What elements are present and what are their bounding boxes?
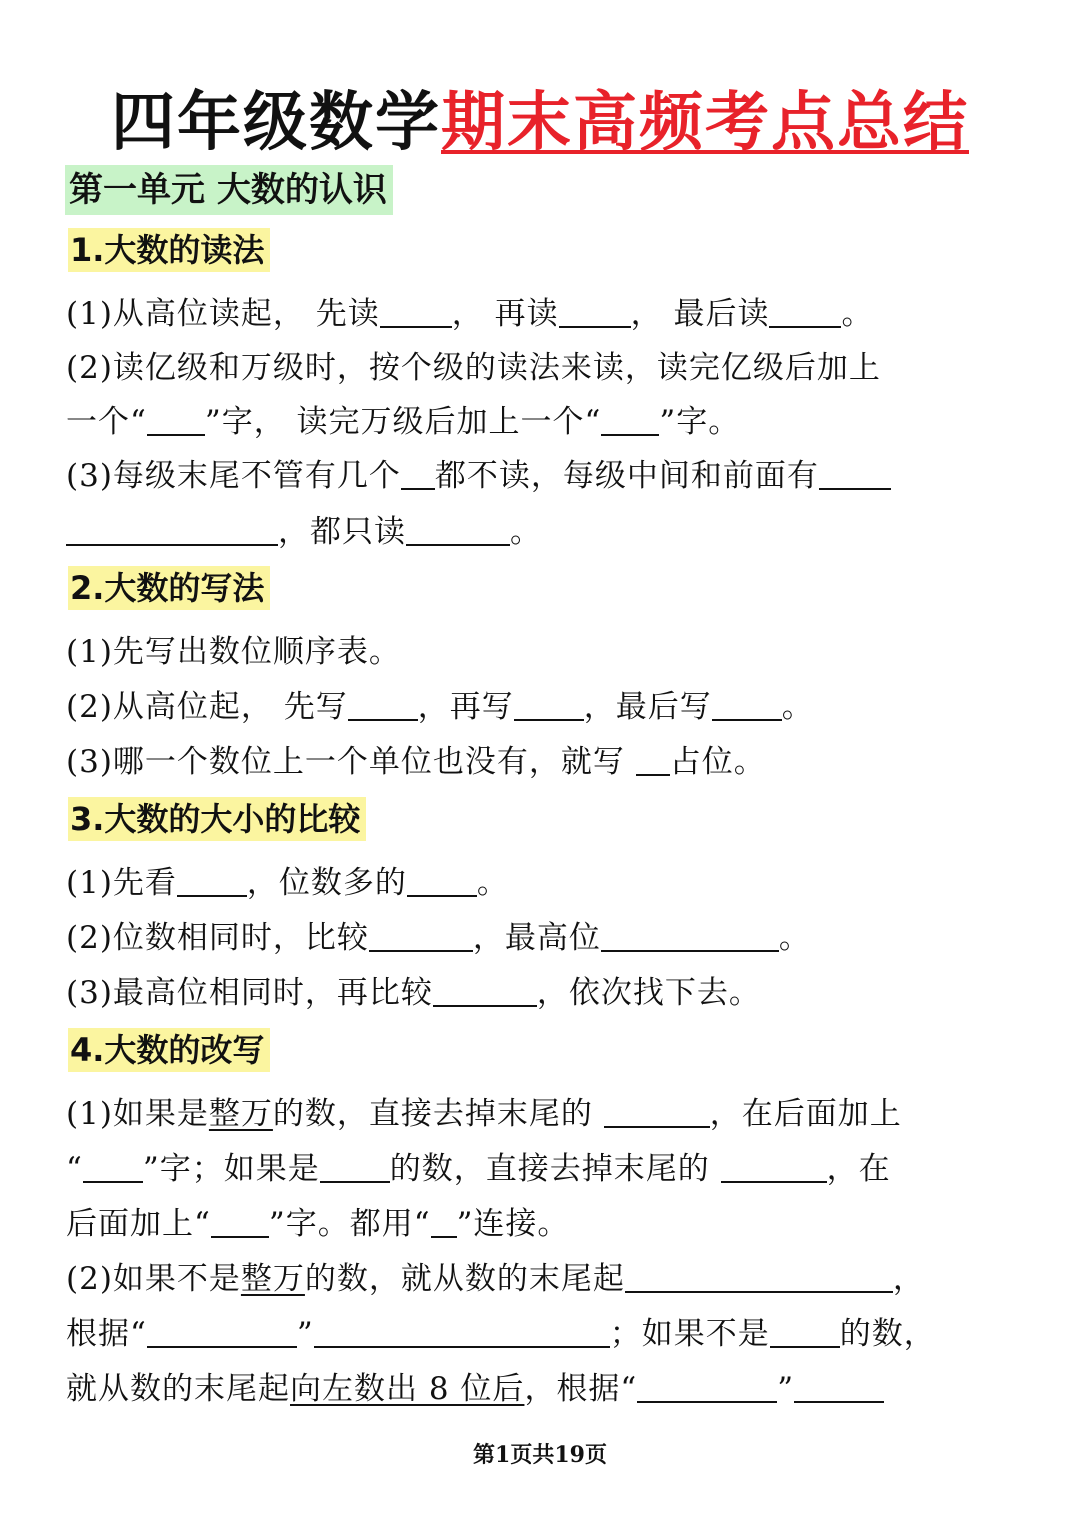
blank[interactable] <box>348 689 418 721</box>
blank[interactable] <box>66 514 278 546</box>
blank[interactable] <box>514 689 584 721</box>
text-line: (1)如果是整万的数，直接去掉末尾的 ，在后面加上 <box>66 1096 902 1132</box>
blank[interactable] <box>380 296 452 328</box>
text-line: ，都只读 。 <box>66 510 542 554</box>
blank[interactable] <box>604 1096 710 1128</box>
text-line: (1)从高位读起， 先读 ， 再读 ， 最后读 。 <box>66 296 874 332</box>
text-line: (3)哪一个数位上一个单位也没有，就写 占位。 <box>66 744 766 780</box>
section-heading-rewriting: 4.大数的改写 <box>68 1028 270 1072</box>
blank[interactable] <box>433 975 537 1007</box>
text-line: (3)每级末尾不管有几个 都不读，每级中间和前面有 <box>66 454 891 498</box>
text-line: 根据“ ” ；如果不是 的数， <box>66 1316 936 1352</box>
blank[interactable] <box>712 689 782 721</box>
blank[interactable] <box>625 1261 893 1293</box>
blank[interactable] <box>770 1316 840 1348</box>
unit-heading: 第一单元 大数的认识 <box>65 165 393 215</box>
section-heading-writing: 2.大数的写法 <box>68 566 270 610</box>
text-line: (2)读亿级和万级时，按个级的读法来读，读完亿级后加上 <box>66 350 881 386</box>
blank[interactable] <box>369 920 473 952</box>
blank[interactable] <box>794 1371 884 1403</box>
page-title <box>0 78 1080 168</box>
blank[interactable] <box>314 1316 610 1348</box>
text-line: 就从数的末尾起向左数出 8 位后，根据“ ” <box>66 1367 884 1411</box>
title-red: 期末高频考点总结 <box>441 86 969 160</box>
blank[interactable] <box>406 514 510 546</box>
blank[interactable] <box>637 1371 777 1403</box>
text-line: 一个“ ”字， 读完万级后加上一个“ ”字。 <box>66 404 741 440</box>
page-number: 第1页共19页 <box>473 1442 607 1468</box>
blank[interactable] <box>211 1206 269 1238</box>
blank[interactable] <box>721 1151 827 1183</box>
blank[interactable] <box>601 404 659 436</box>
text-line: “ ”字；如果是 的数，直接去掉末尾的 ，在 <box>66 1151 891 1187</box>
text-line: (2)如果不是整万的数，就从数的末尾起 ， <box>66 1261 925 1297</box>
blank[interactable] <box>819 458 891 490</box>
title-black: 四年级数学 <box>111 86 441 160</box>
text-line: (3)最高位相同时，再比较 ，依次找下去。 <box>66 975 761 1011</box>
text-line: (2)位数相同时，比较 ，最高位 。 <box>66 920 811 956</box>
blank[interactable] <box>401 458 435 490</box>
text-line: (1)先看 ，位数多的 。 <box>66 865 509 901</box>
blank[interactable] <box>407 865 477 897</box>
blank[interactable] <box>636 744 670 776</box>
blank[interactable] <box>147 404 205 436</box>
text-line: (1)先写出数位顺序表。 <box>66 634 401 670</box>
blank[interactable] <box>147 1316 297 1348</box>
text-line: (2)从高位起， 先写 ，再写 ，最后写 。 <box>66 689 814 725</box>
blank[interactable] <box>83 1151 143 1183</box>
blank[interactable] <box>769 296 841 328</box>
blank[interactable] <box>601 920 779 952</box>
blank[interactable] <box>320 1151 390 1183</box>
blank[interactable] <box>559 296 631 328</box>
section-heading-reading: 1.大数的读法 <box>68 228 270 272</box>
text-line: 后面加上“ ”字。都用“ ”连接。 <box>66 1206 570 1242</box>
blank[interactable] <box>431 1206 457 1238</box>
blank[interactable] <box>177 865 247 897</box>
section-heading-comparison: 3.大数的大小的比较 <box>68 797 366 841</box>
